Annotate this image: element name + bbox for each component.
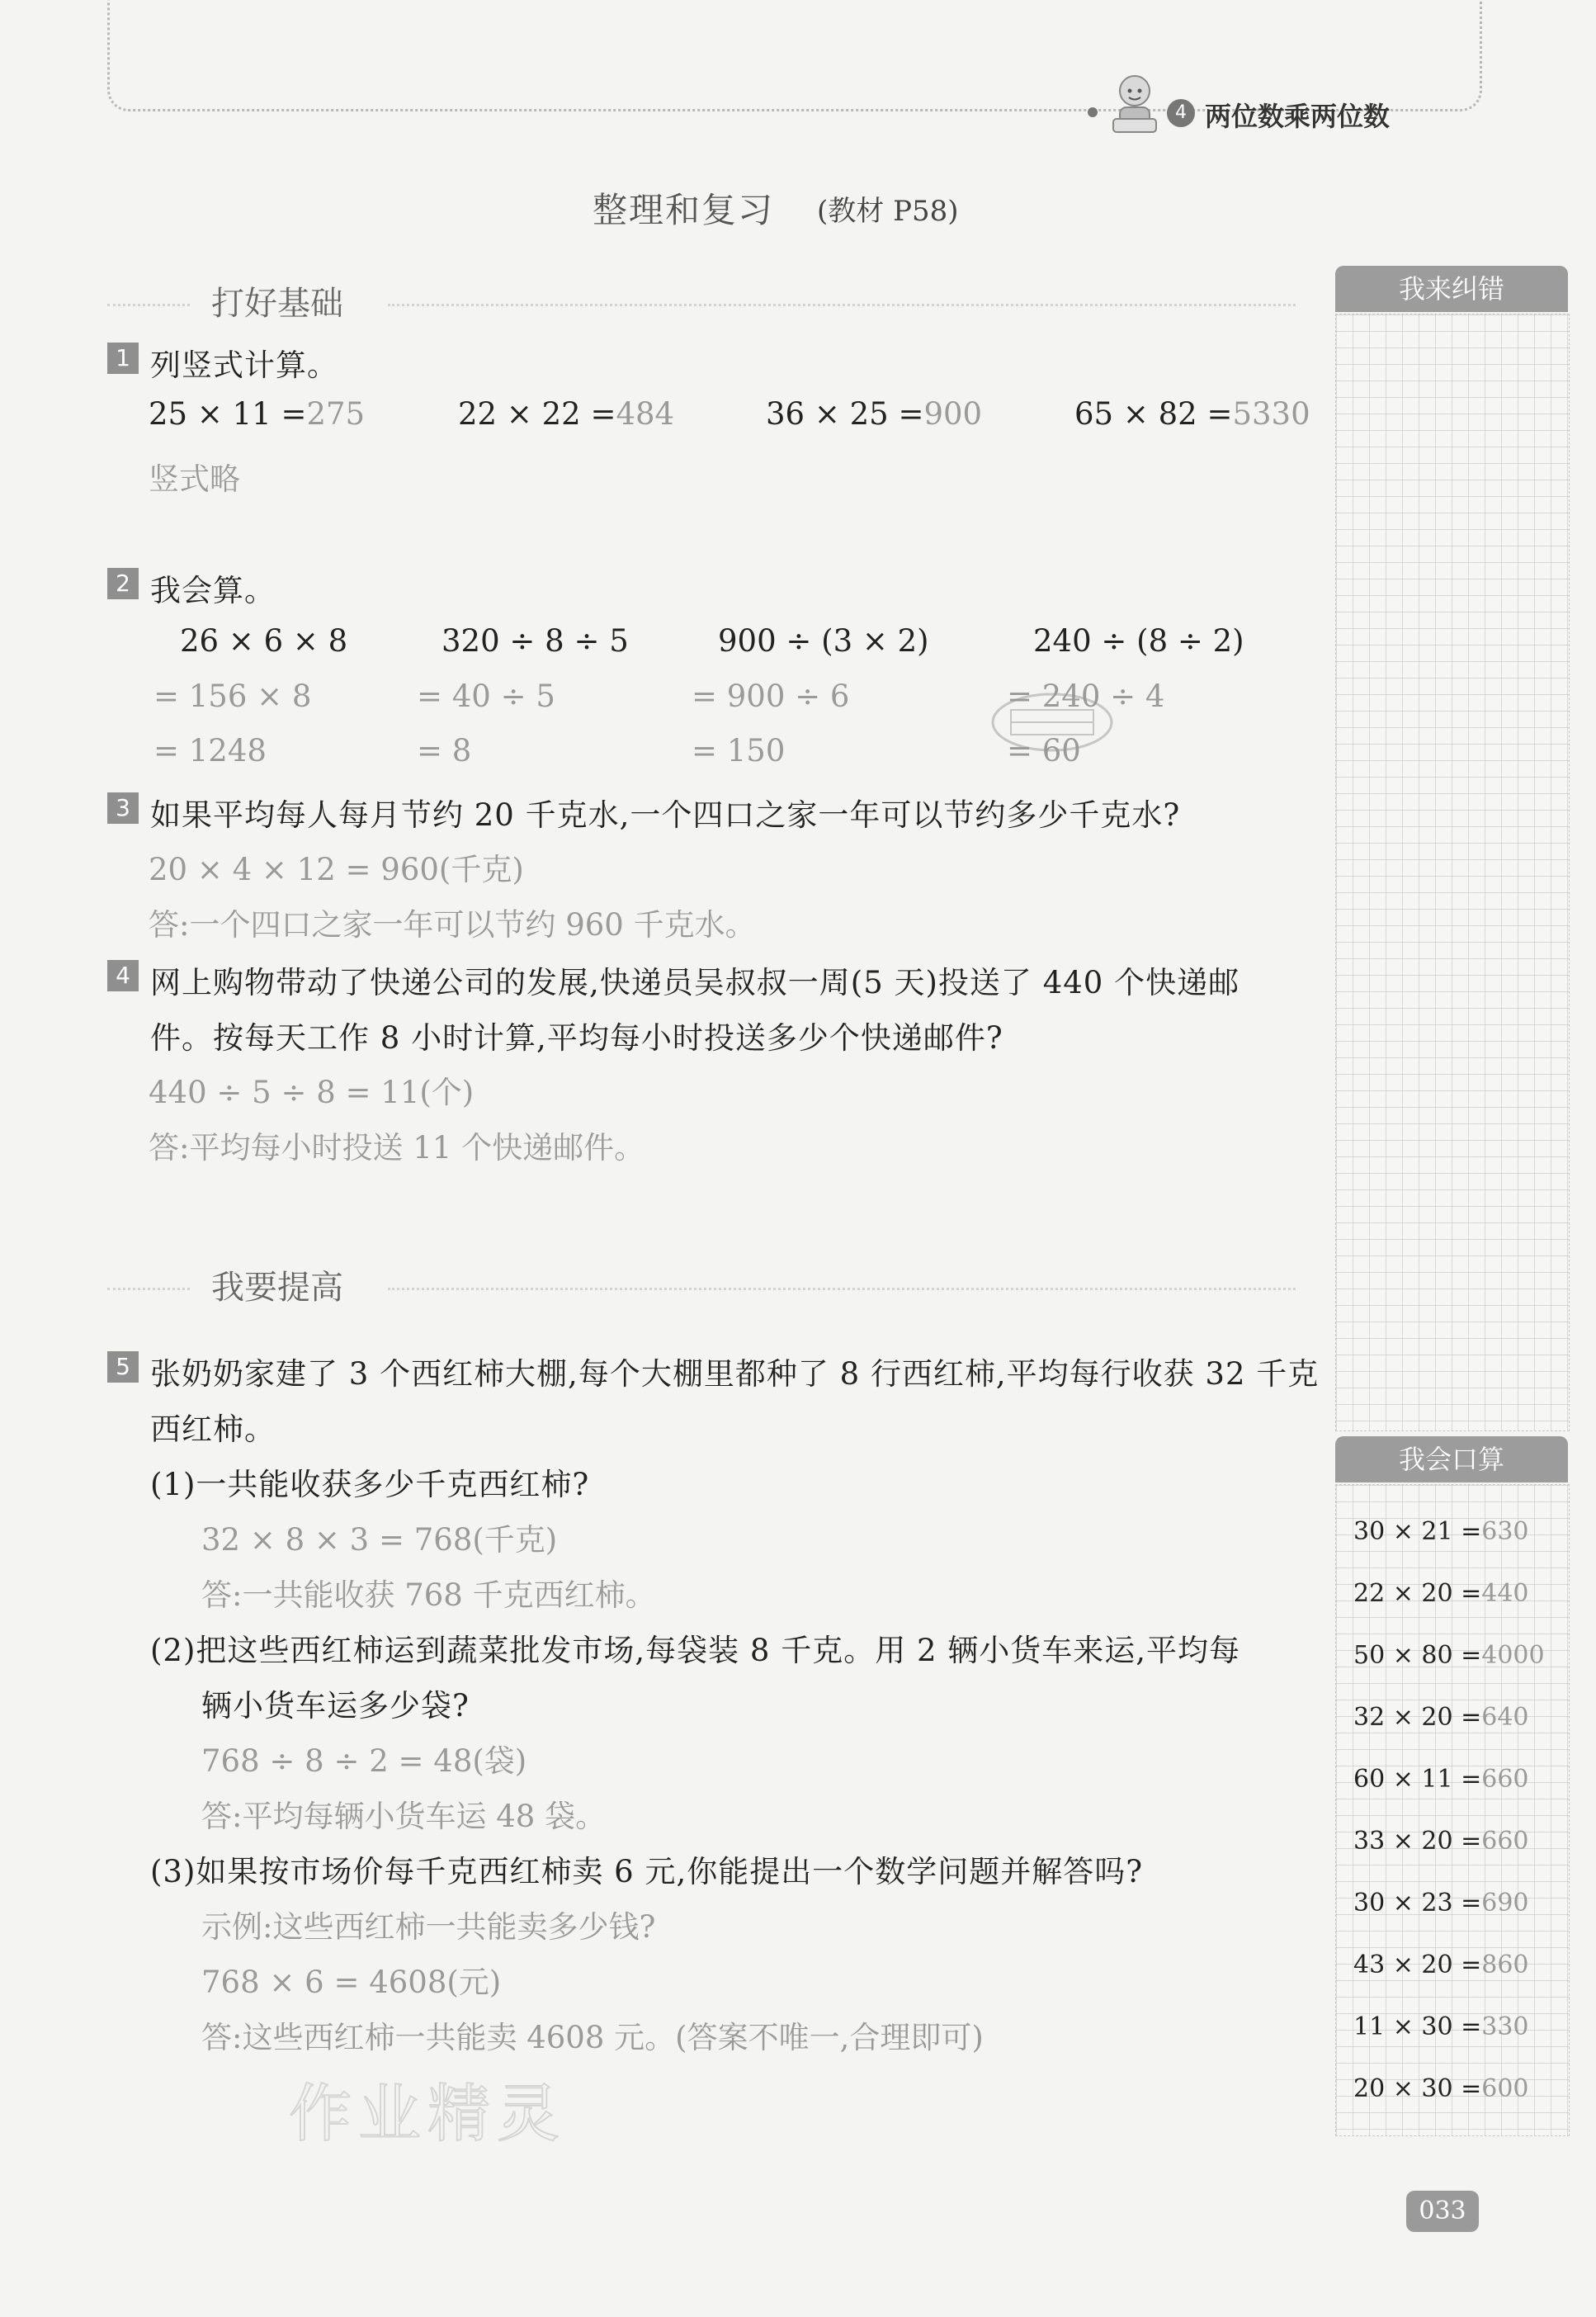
question-text: 我会算。	[150, 573, 276, 608]
question-number: 3	[107, 792, 139, 824]
section-divider	[388, 1288, 1296, 1290]
solution-calc: 32 × 8 × 3 = 768(千克)	[201, 1522, 558, 1558]
calc-step: = 156 × 8	[153, 679, 312, 714]
sub-question: (2)把这些西红柿运到蔬菜批发市场,每袋装 8 千克。用 2 辆小货车来运,平均每	[150, 1633, 1241, 1668]
calc-step: = 150	[692, 733, 786, 768]
oral-calc-item: 43 × 20 =860	[1353, 1951, 1529, 1979]
section-divider	[107, 304, 190, 306]
calc-step: = 1248	[153, 733, 267, 768]
calc-expression: 900 ÷ (3 × 2)	[718, 623, 929, 659]
calc-step: = 60	[1007, 733, 1081, 768]
solution-calc: 440 ÷ 5 ÷ 8 = 11(个)	[149, 1075, 475, 1110]
solution-answer: 答:这些西红柿一共能卖 4608 元。(答案不唯一,合理即可)	[201, 2020, 984, 2055]
solution-answer: 答:一个四口之家一年可以节约 960 千克水。	[149, 907, 756, 943]
calc-expression: 320 ÷ 8 ÷ 5	[441, 623, 629, 659]
solution-answer: 答:一共能收获 768 千克西红柿。	[201, 1577, 656, 1613]
section-divider	[388, 304, 1296, 306]
mascot-icon	[1110, 73, 1159, 139]
chapter-title: 两位数乘两位数	[1205, 101, 1391, 132]
question-text: 件。按每天工作 8 小时计算,平均每小时投送多少个快递邮件?	[150, 1020, 1003, 1056]
question-number: 1	[107, 343, 139, 374]
section-divider	[107, 1288, 190, 1290]
question-text: 如果平均每人每月节约 20 千克水,一个四口之家一年可以节约多少千克水?	[150, 797, 1181, 833]
oral-calc-item: 20 × 30 =600	[1353, 2074, 1529, 2103]
solution-answer: 答:平均每辆小货车运 48 袋。	[201, 1799, 607, 1834]
oral-calc-item: 32 × 20 =640	[1353, 1703, 1529, 1732]
tab-oral-calc: 我会口算	[1335, 1436, 1568, 1482]
answer-note: 竖式略	[149, 461, 240, 497]
solution-example: 示例:这些西红柿一共能卖多少钱?	[201, 1909, 656, 1945]
oral-calc-item: 22 × 20 =440	[1353, 1579, 1529, 1608]
page-title: 整理和复习	[593, 190, 775, 230]
page-number: 033	[1406, 2191, 1479, 2232]
question-number: 4	[107, 960, 139, 991]
oral-calc-item: 50 × 80 =4000	[1353, 1641, 1545, 1670]
oral-calc-item: 33 × 20 =660	[1353, 1827, 1529, 1856]
solution-calc: 768 ÷ 8 ÷ 2 = 48(袋)	[201, 1743, 527, 1779]
section-basic-title: 打好基础	[211, 285, 343, 323]
vertical-calc-item: 36 × 25 =900	[766, 396, 983, 432]
sub-question: 辆小货车运多少袋?	[201, 1688, 470, 1724]
calc-step: = 240 ÷ 4	[1007, 679, 1165, 714]
vertical-calc-item: 65 × 82 =5330	[1074, 396, 1310, 432]
oral-calc-item: 60 × 11 =660	[1353, 1765, 1529, 1794]
question-number: 5	[107, 1351, 139, 1383]
header-dot	[1088, 107, 1098, 117]
question-text: 张奶奶家建了 3 个西红柿大棚,每个大棚里都种了 8 行西红柿,平均每行收获 32 千克	[150, 1356, 1320, 1392]
top-frame	[107, 0, 1482, 111]
section-advanced-title: 我要提高	[211, 1269, 343, 1307]
sub-question: (3)如果按市场价每千克西红柿卖 6 元,你能提出一个数学问题并解答吗?	[150, 1854, 1144, 1889]
correction-grid	[1335, 314, 1570, 1431]
calc-step: = 900 ÷ 6	[692, 679, 850, 714]
calc-step: = 8	[417, 733, 472, 768]
calc-expression: 26 × 6 × 8	[180, 623, 348, 659]
watermark-stamp-icon	[986, 685, 1118, 759]
question-text: 网上购物带动了快递公司的发展,快递员吴叔叔一周(5 天)投送了 440 个快递邮	[150, 965, 1240, 1000]
sub-question: (1)一共能收获多少千克西红柿?	[150, 1467, 590, 1502]
solution-calc: 768 × 6 = 4608(元)	[201, 1965, 502, 2000]
question-text: 西红柿。	[150, 1411, 276, 1447]
question-number: 2	[107, 568, 139, 599]
page-ref: (教材 P58)	[817, 195, 959, 228]
tab-correction: 我来纠错	[1335, 266, 1568, 312]
oral-calc-item: 11 × 30 =330	[1353, 2012, 1529, 2041]
solution-answer: 答:平均每小时投送 11 个快递邮件。	[149, 1130, 645, 1166]
oral-calc-item: 30 × 23 =690	[1353, 1889, 1529, 1917]
calc-expression: 240 ÷ (8 ÷ 2)	[1033, 623, 1244, 659]
oral-calc-item: 30 × 21 =630	[1353, 1517, 1529, 1546]
watermark: 作业精灵	[289, 2077, 566, 2150]
solution-calc: 20 × 4 × 12 = 960(千克)	[149, 852, 524, 887]
chapter-number-badge: 4	[1167, 99, 1195, 127]
question-text: 列竖式计算。	[150, 348, 338, 383]
calc-step: = 40 ÷ 5	[417, 679, 555, 714]
vertical-calc-item: 25 × 11 =275	[149, 396, 366, 432]
vertical-calc-item: 22 × 22 =484	[458, 396, 675, 432]
